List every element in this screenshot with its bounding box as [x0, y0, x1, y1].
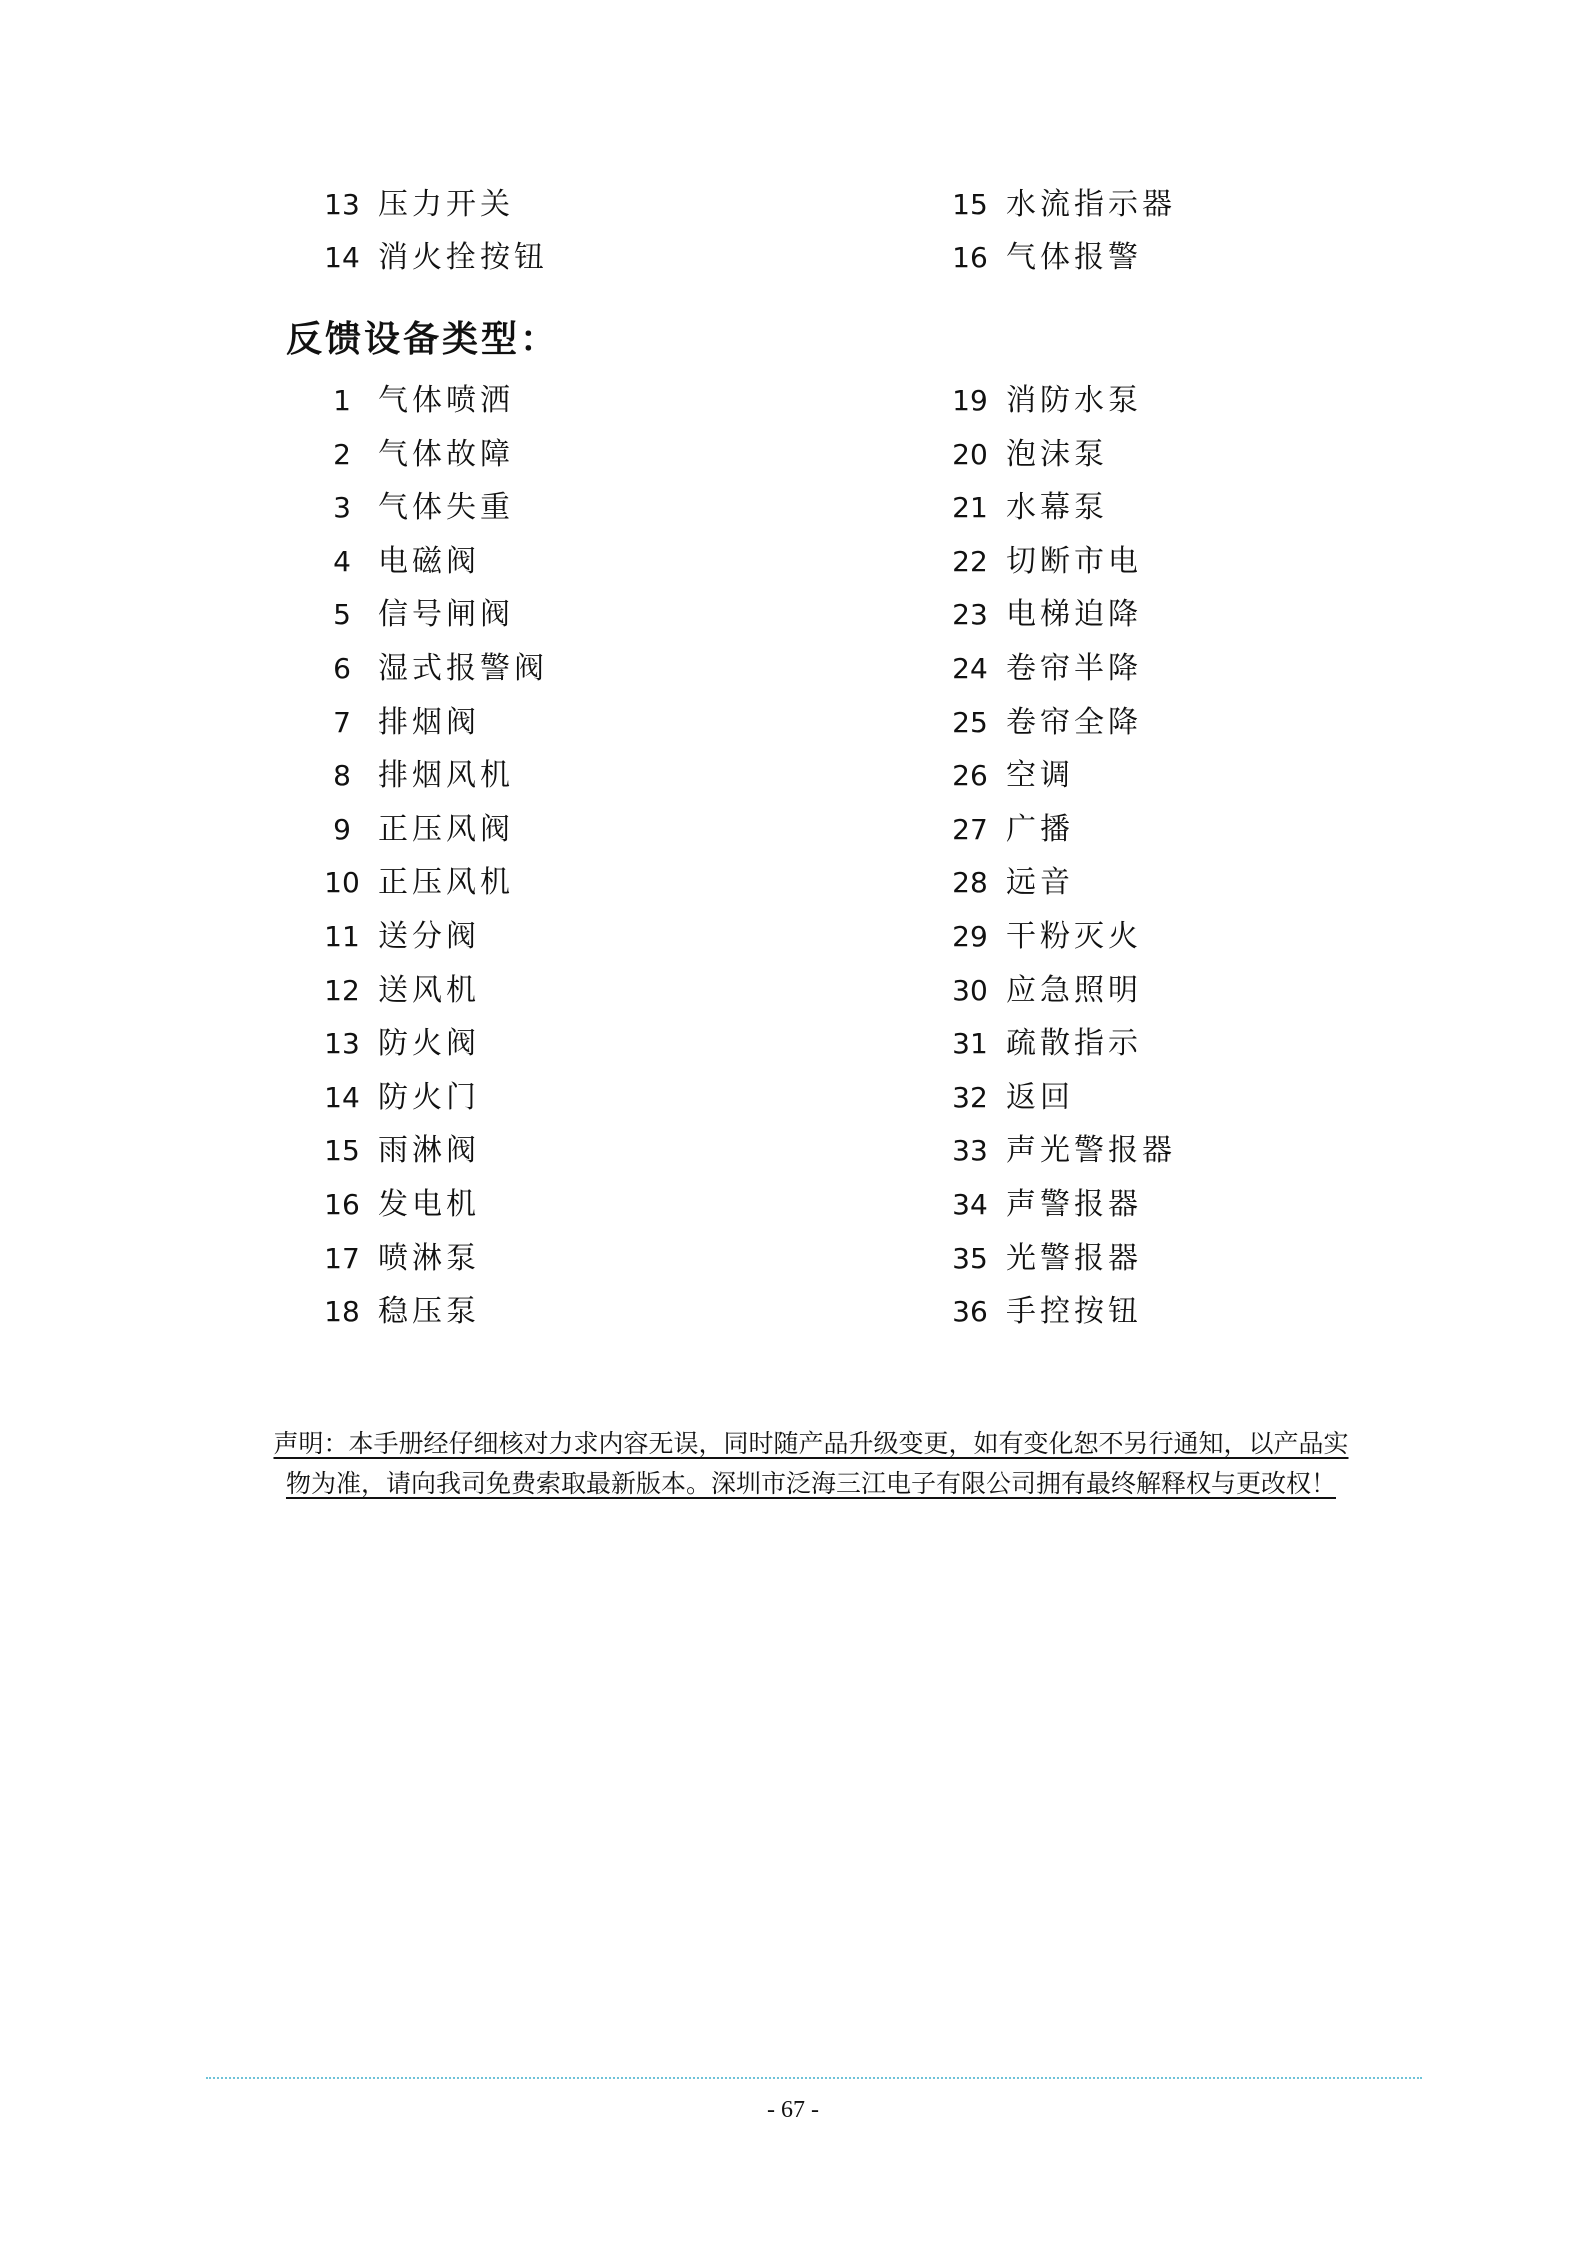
- item-label: 疏散指示: [1006, 1026, 1142, 1062]
- item-label: 干粉灭火: [1006, 919, 1142, 954]
- item-label: 正压风阀: [378, 811, 514, 847]
- item-label: 排烟阀: [378, 704, 480, 740]
- item-label: 返回: [1006, 1079, 1074, 1115]
- item-number: 36: [952, 1295, 988, 1329]
- item-number: 1: [333, 384, 351, 417]
- item-label: 远音: [1006, 865, 1074, 901]
- disclaimer: [206, 1424, 1416, 1504]
- item-number: 21: [952, 491, 988, 525]
- item-number: 15: [324, 1134, 360, 1168]
- item-number: 23: [952, 598, 988, 632]
- item-number: 4: [333, 544, 351, 578]
- footer-divider: [206, 2077, 1422, 2079]
- item-number: 20: [952, 437, 988, 471]
- item-label: 气体喷洒: [378, 383, 514, 418]
- item-label: 气体报警: [1006, 240, 1142, 275]
- item-number: 29: [952, 920, 988, 953]
- item-label: 卷帘全降: [1006, 704, 1142, 740]
- disclaimer-line-1: 声明：本手册经仔细核对力求内容无误，同时随产品升级变更，如有变化恕不另行通知，以产品实: [273, 1429, 1349, 1458]
- item-label: 空调: [1006, 758, 1074, 794]
- item-number: 9: [333, 812, 351, 846]
- item-label: 湿式报警阀: [378, 651, 548, 686]
- item-label: 稳压泵: [378, 1294, 480, 1330]
- item-number: 26: [952, 759, 988, 793]
- item-number: 28: [952, 866, 988, 900]
- item-number: 30: [952, 973, 988, 1007]
- item-label: 声警报器: [1006, 1187, 1142, 1222]
- item-number: 10: [324, 866, 360, 900]
- item-label: 广播: [1006, 811, 1074, 847]
- item-number: 3: [333, 491, 351, 525]
- item-label: 声光警报器: [1006, 1133, 1176, 1169]
- item-label: 喷淋泵: [378, 1240, 480, 1276]
- item-label: 排烟风机: [378, 758, 514, 794]
- item-number: 32: [952, 1080, 988, 1114]
- item-label: 送风机: [378, 972, 480, 1008]
- item-label: 应急照明: [1006, 972, 1142, 1008]
- item-label: 切断市电: [1006, 543, 1142, 579]
- item-number: 13: [324, 1027, 360, 1061]
- item-number: 16: [324, 1188, 360, 1221]
- item-number: 34: [952, 1188, 988, 1221]
- item-number: 18: [324, 1295, 360, 1329]
- section-title: 反馈设备类型：: [286, 318, 560, 360]
- page-number: - 67 -: [767, 2097, 819, 2123]
- item-number: 16: [952, 241, 988, 274]
- item-number: 33: [952, 1134, 988, 1168]
- item-label: 正压风机: [378, 865, 514, 901]
- item-number: 22: [952, 544, 988, 578]
- item-label: 泡沫泵: [1006, 436, 1108, 472]
- item-number: 14: [324, 241, 360, 274]
- item-number: 14: [324, 1080, 360, 1114]
- item-label: 光警报器: [1006, 1240, 1142, 1276]
- item-label: 气体故障: [378, 436, 514, 472]
- item-label: 防火阀: [378, 1026, 480, 1062]
- item-label: 水幕泵: [1006, 490, 1108, 526]
- item-label: 电磁阀: [378, 543, 480, 579]
- item-label: 雨淋阀: [378, 1133, 480, 1169]
- item-label: 压力开关: [378, 187, 514, 222]
- item-label: 电梯迫降: [1006, 597, 1142, 633]
- item-number: 25: [952, 705, 988, 739]
- item-label: 手控按钮: [1006, 1294, 1142, 1330]
- item-label: 气体失重: [378, 490, 514, 526]
- item-number: 31: [952, 1027, 988, 1061]
- item-label: 防火门: [378, 1079, 480, 1115]
- item-label: 送分阀: [378, 919, 480, 954]
- item-number: 35: [952, 1241, 988, 1275]
- item-label: 信号闸阀: [378, 597, 514, 633]
- item-number: 11: [324, 920, 360, 953]
- item-label: 卷帘半降: [1006, 651, 1142, 686]
- item-label: 水流指示器: [1006, 187, 1176, 222]
- item-number: 7: [333, 705, 351, 739]
- item-number: 6: [333, 652, 351, 685]
- item-number: 12: [324, 973, 360, 1007]
- item-number: 5: [333, 598, 351, 632]
- item-number: 27: [952, 812, 988, 846]
- item-number: 8: [333, 759, 351, 793]
- item-number: 19: [952, 384, 988, 417]
- item-number: 24: [952, 652, 988, 685]
- item-number: 17: [324, 1241, 360, 1275]
- item-number: 13: [324, 188, 360, 221]
- item-label: 消防水泵: [1006, 383, 1142, 418]
- item-number: 2: [333, 437, 351, 471]
- item-label: 发电机: [378, 1187, 480, 1222]
- disclaimer-line-2: 物为准，请向我司免费索取最新版本。深圳市泛海三江电子有限公司拥有最终解释权与更改权！: [285, 1469, 1336, 1498]
- item-label: 消火拴按钮: [378, 240, 548, 275]
- item-number: 15: [952, 188, 988, 221]
